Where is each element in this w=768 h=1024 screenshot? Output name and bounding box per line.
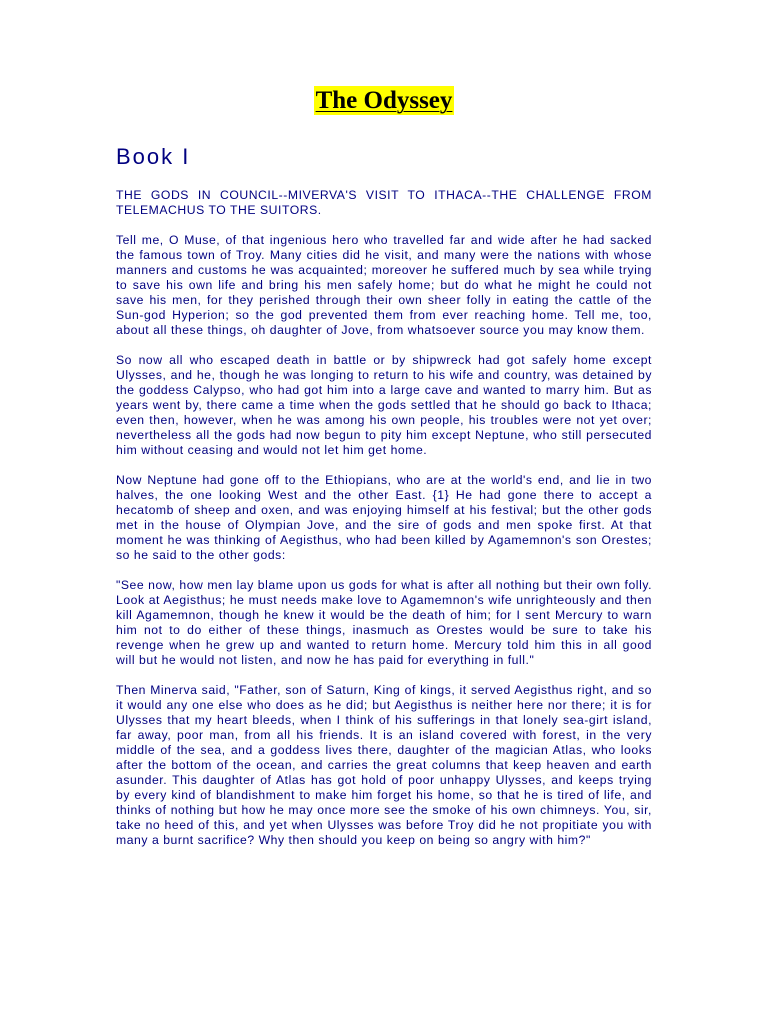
document-page: [116, 86, 652, 863]
paragraph-2: So now all who escaped death in battle or by shipwreck had got safely home except Ulysses, and he, though he was longing to return to his wife and country, was detained by the goddess Calypso, who had got him into a large cave and wanted to marry him. But as years went by, there came a time when the gods settled that he should go back to Ithaca; even then, however, when he was among his own people, his troubles were not yet over; nevertheless all the gods had now begun to pity him except Neptune, who still persecuted him without ceasing and would not let him get home.: [116, 353, 652, 457]
chapter-summary: THE GODS IN COUNCIL--MIVERVA'S VISIT TO ITHACA--THE CHALLENGE FROM TELEMACHUS TO THE SUITORS.: [116, 188, 652, 217]
paragraph-1: Tell me, O Muse, of that ingenious hero who travelled far and wide after he had sacked the famous town of Troy. Many cities did he visit, and many were the nations with whose manners and customs he was acquainted; moreover he suffered much by sea while trying to save his own life and bring his men safely home; but do what he might he could not save his men, for they perished through their own sheer folly in eating the cattle of the Sun-god Hyperion; so the god prevented them from ever reaching home. Tell me, too, about all these things, oh daughter of Jove, from whatsoever source you may know them.: [116, 233, 652, 337]
paragraph-4: "See now, how men lay blame upon us gods for what is after all nothing but their own folly. Look at Aegisthus; he must needs make love to Agamemnon's wife unrighteously and then kill Agamemnon, though he knew it would be the death of him; for I sent Mercury to warn him not to do either of these things, inasmuch as Orestes would be sure to take his revenge when he grew up and wanted to return home. Mercury told him this in all good will but he would not listen, and now he has paid for everything in full.": [116, 578, 652, 667]
book-heading: Book I: [116, 144, 191, 169]
document-title: The Odyssey: [315, 87, 453, 114]
title-container: [116, 86, 652, 124]
paragraph-5: Then Minerva said, "Father, son of Saturn, King of kings, it served Aegisthus right, and so it would any one else who does as he did; but Aegisthus is neither here nor there; it is for Ulysses that my heart bleeds, when I think of his sufferings in that lonely sea-girt island, far away, poor man, from all his friends. It is an island covered with forest, in the very middle of the sea, and a goddess lives there, daughter of the magician Atlas, who looks after the bottom of the ocean, and carries the great columns that keep heaven and earth asunder. This daughter of Atlas has got hold of poor unhappy Ulysses, and keeps trying by every kind of blandishment to make him forget his home, so that he is tired of life, and thinks of nothing but how he may once more see the smoke of his own chimneys. You, sir, take no heed of this, and yet when Ulysses was before Troy did he not propitiate you with many a burnt sacrifice? Why then should you keep on being so angry with him?": [116, 683, 652, 847]
paragraph-3: Now Neptune had gone off to the Ethiopians, who are at the world's end, and lie in two halves, the one looking West and the other East. {1} He had gone there to accept a hecatomb of sheep and oxen, and was enjoying himself at his festival; but the other gods met in the house of Olympian Jove, and the sire of gods and men spoke first. At that moment he was thinking of Aegisthus, who had been killed by Agamemnon's son Orestes; so he said to the other gods:: [116, 473, 652, 562]
